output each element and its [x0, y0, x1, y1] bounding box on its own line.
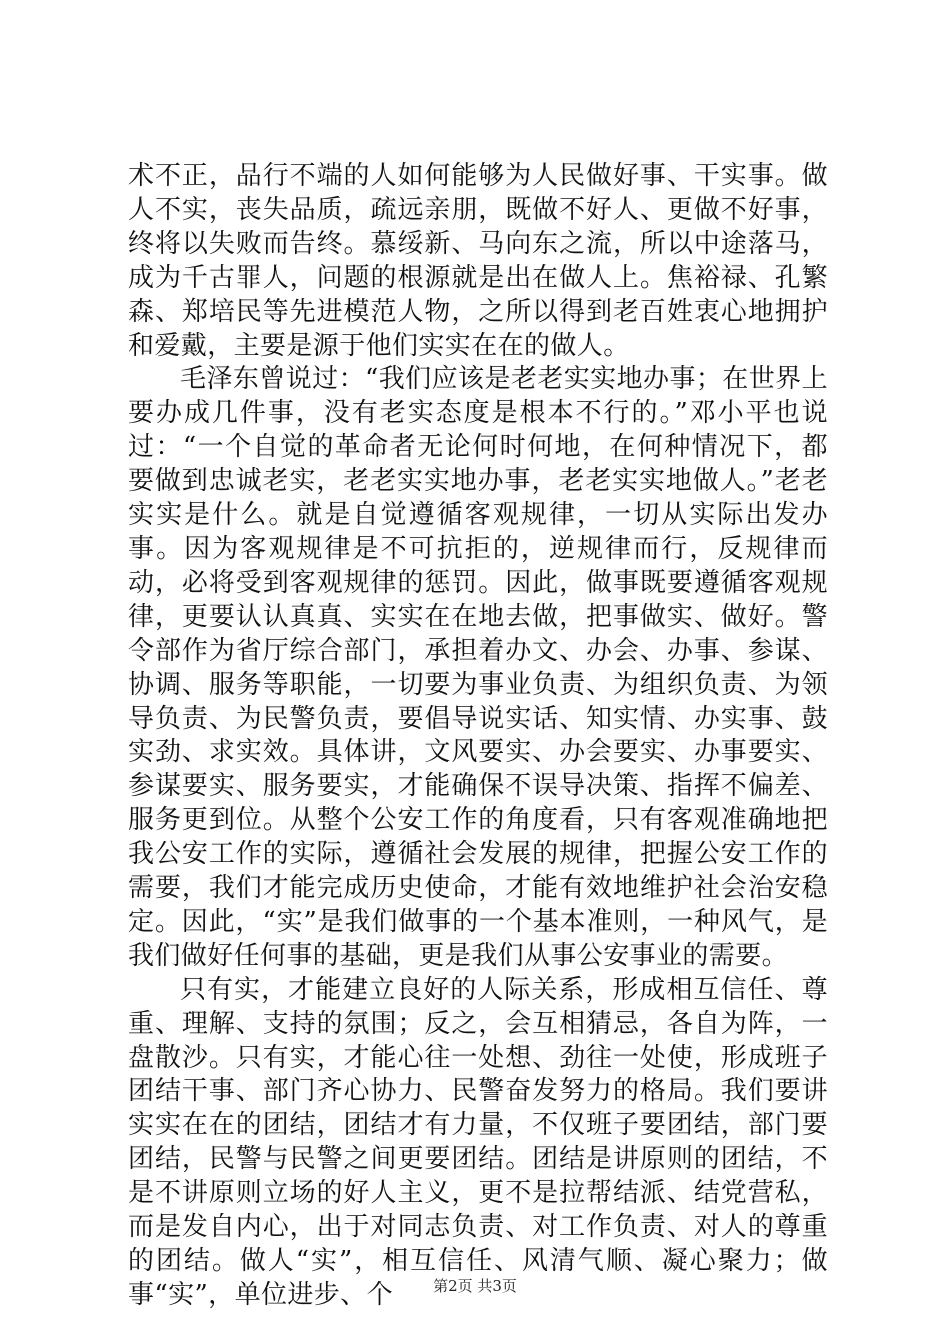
paragraph-continued: 术不正，品行不端的人如何能够为人民做好事、干实事。做人不实，丧失品质，疏远亲朋，既做不好人、更做不好事，终将以失败而告终。慕绥新、马向东之流，所以中途落马，成为千古罪人，问题的根源就是出在做人上。焦裕禄、孔繁森、郑培民等先进模范人物，之所以得到老百姓衷心地拥护和爱戴，主要是源于他们实实在在的做人。 [128, 161, 828, 361]
document-body [128, 160, 828, 1313]
paragraph-unity: 只有实，才能建立良好的人际关系，形成相互信任、尊重、理解、支持的氛围；反之，会互相猜忌，各自为阵，一盘散沙。只有实，才能心往一处想、劲往一处使，形成班子团结干事、部门齐心协力、民警奋发努力的格局。我们要讲实实在在的团结，团结才有力量，不仅班子要团结，部门要团结，民警与民警之间更要团结。团结是讲原则的团结，不是不讲原则立场的好人主义，更不是拉帮结派、结党营私，而是发自内心，出于对同志负责、对工作负责、对人的尊重的团结。做人“实”，相互信任、风清气顺、凝心聚力；做事“实”，单位进步、个 [128, 974, 828, 1310]
page-number-footer: 第2页 共3页 [433, 1277, 517, 1295]
paragraph-mao-deng-quote: 毛泽东曾说过：“我们应该是老老实实地办事；在世界上要办成几件事，没有老实态度是根本不行的。”邓小平也说过：“一个自觉的革命者无论何时何地，在何种情况下，都要做到忠诚老实，老老实实地办事，老老实实地做人。”老老实实是什么。就是自觉遵循客观规律，一切从实际出发办事。因为客观规律是不可抗拒的，逆规律而行，反规律而动，必将受到客观规律的惩罚。因此，做事既要遵循客观规律，更要认认真真、实实在在地去做，把事做实、做好。警令部作为省厅综合部门，承担着办文、办会、办事、参谋、协调、服务等职能，一切要为事业负责、为组织负责、为领导负责、为民警负责，要倡导说实话、知实情、办实事、鼓实劲、求实效。具体讲，文风要实、办会要实、办事要实、参谋要实、服务要实，才能确保不误导决策、指挥不偏差、服务更到位。从整个公安工作的角度看，只有客观准确地把我公安工作的实际，遵循社会发展的规律，把握公安工作的需要，我们才能完成历史使命，才能有效地维护社会治安稳定。因此，“实”是我们做事的一个基本准则，一种风气，是我们做好任何事的基础，更是我们从事公安事业的需要。 [128, 364, 828, 971]
